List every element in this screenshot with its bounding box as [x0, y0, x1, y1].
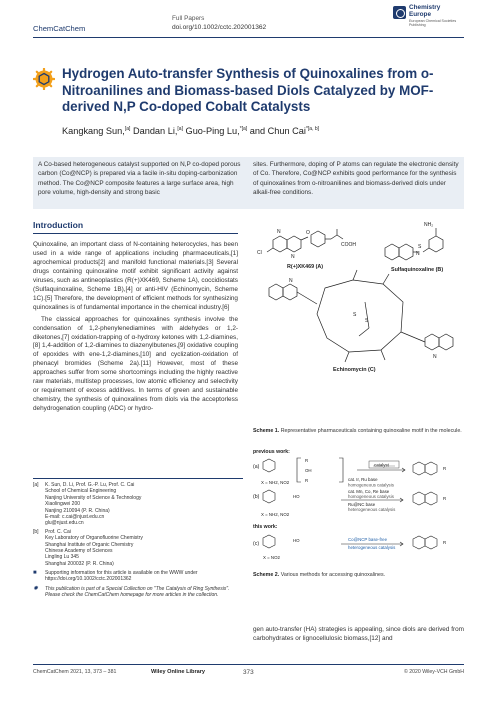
intro-paragraph-1: Quinoxaline, an important class of N-containing heterocycles, has been used in a wide range of applications including pharmaceuticals,[1] agrochemical products[2] and manifold functional materials.[3] Several drugs containing quinoxaline motif exhibit significant activity against viruses, such as antineoplastics (R(+)XK469, Scheme 1A), coccidiostats (Sulfaquinoxaline, Scheme 1B),[4] or anti-HIV (Echinomycin, Scheme 1C).[5] Therefore, the development of efficient methods for synthesizing quinoxalines is of fundamental importance in the chemical industry.[6] [33, 241, 238, 311]
right-column-paragraph: gen auto-transfer (HA) strategies is appealing, since diols are derived from carbohydrates or lignocellulosic biomass,[12] and [253, 626, 464, 642]
a-line: Xiaolingwei 200 [45, 501, 81, 508]
author-3: Guo-Ping Lu, [185, 126, 240, 137]
scheme-1-caption-label: Scheme 1. [253, 428, 280, 434]
publisher-logo-icon [393, 6, 406, 19]
page-footer [33, 664, 464, 678]
scheme-1-caption-text: Representative pharmaceuticals containing quinoxaline motif in the molecule. [279, 428, 462, 434]
publisher-logo [393, 4, 465, 34]
svg-text:N: N [416, 251, 420, 257]
scheme2-this-work: this work: [253, 524, 278, 530]
scheme2-previous-work: previous work: [253, 449, 290, 455]
svg-text:HO: HO [293, 494, 300, 499]
svg-text:NH₂: NH₂ [424, 222, 434, 228]
author-1: Kangkang Sun, [62, 126, 125, 137]
affiliation-b-mark: [b] [33, 528, 39, 535]
scheme2-cond-c-sub: heterogeneous catalysis [348, 545, 396, 550]
svg-text:(b): (b) [253, 494, 260, 500]
left-column [33, 220, 238, 414]
author-2: Dandan Li, [132, 126, 178, 137]
b-line: Shanghai Institute of Organic Chemistry [45, 541, 134, 548]
a-line[interactable]: E-mail: c.cai@njust.edu.cn [45, 514, 105, 521]
svg-text:R: R [305, 478, 309, 483]
scheme2-catalyst: catalyst [374, 462, 389, 468]
b-line: Shanghai 200032 (P. R. China) [45, 560, 114, 567]
logo-line3: European Chemical Societies Publishing [409, 19, 457, 27]
svg-text:N: N [289, 278, 293, 284]
page-header [0, 0, 496, 46]
scheme2-cond-b1-sub: homogeneous catalysis [348, 482, 394, 488]
footnote-rule [33, 478, 243, 479]
scheme2-cond-b1: cat. Ir, Ru base [348, 477, 378, 482]
scheme1-label-c: Echinomycin (C) [333, 367, 376, 373]
scheme2-x-c: X = NO2 [263, 555, 280, 560]
special-collection-note [33, 586, 243, 598]
svg-text:R: R [443, 540, 447, 545]
b-line: Chinese Academy of Sciences [45, 548, 113, 555]
footer-citation: ChemCatChem 2021, 13, 373 – 381 [33, 669, 117, 675]
author-1-affil: [a] [124, 126, 131, 132]
scheme1-label-a: R(+)XK469 (A) [287, 264, 324, 270]
affiliation-b [33, 529, 243, 567]
affiliation-a-body [45, 482, 141, 527]
scheme1-b-ring1 [385, 244, 399, 260]
article-title: Hydrogen Auto-transfer Synthesis of Quinoxalines from o-Nitroanilines and Biomass-based Diols Catalyzed by MOF-derived N,P Co-doped Cobalt Catalysts [62, 66, 434, 114]
scheme1-label-b: Sulfaquinoxaline (B) [391, 267, 444, 273]
svg-text:OH: OH [305, 468, 312, 473]
supporting-info-text[interactable]: Supporting information for this article is available on the WWW under https://doi.org/10.1002/cctc.202001362 [45, 570, 198, 583]
doi-link[interactable]: doi.org/10.1002/cctc.202001362 [172, 24, 267, 31]
paper-type: Full Papers [172, 15, 205, 22]
scheme1-b-ring2 [399, 244, 413, 260]
svg-text:HO: HO [293, 538, 300, 543]
svg-text:N: N [277, 229, 281, 235]
svg-text:N: N [291, 254, 295, 260]
scheme2-x-b: X = NH2, NO2 [261, 512, 290, 517]
scheme-2-caption-label: Scheme 2. [253, 572, 280, 578]
svg-text:N: N [433, 354, 437, 360]
b-line: Lingling Lu 345 [45, 554, 79, 561]
scheme1-c-ring2 [269, 284, 283, 300]
a-line: K. Sun, D. Li, Prof. G.-P. Lu, Prof. C. Cai [45, 482, 135, 488]
author-4-affil: *[a, b] [305, 126, 320, 132]
author-4: and Chun Cai [249, 126, 306, 137]
scheme-2-figure [253, 448, 464, 566]
intro-paragraph-2: The classical approaches for quinoxalines synthesis involve the condensation of 1,2-phenylenediamines with aldehydes or 1,2-diketones,[7] oxidation-trapping of α-hydroxy ketones with 1,2-diamines,[8] 1,4-addition of 1,2-diamines to diazenylbutenes,[9] oxidative coupling of epoxides with ene-1,2-diamines,[10] and cyclization-oxidation of phenacyl bromides (Scheme 2a).[11] However, most of these approaches suffer from some shortcomings including the highly reactive raw materials, multistep processes, low atomic efficiency and selectivity or requirement of excess additives. In terms of green and sustainable chemistry, the synthesis of quinoxalines from diols via the acceptorless dehydrogenation coupling (ADC) or hydro- [33, 315, 238, 413]
scheme1-c-ring4 [439, 334, 453, 350]
scheme1-a-ring1 [273, 236, 287, 252]
author-2-affil: [a] [177, 126, 183, 132]
svg-text:O: O [306, 230, 310, 236]
scheme2-cond-b3-sub: heterogeneous catalysis [348, 507, 396, 512]
svg-text:(a): (a) [253, 464, 260, 470]
scheme-1-caption [253, 428, 464, 435]
footer-page-number: 373 [243, 669, 254, 676]
svg-text:S: S [418, 244, 422, 250]
special-collection-icon: ✹ [33, 585, 39, 592]
scheme2-x-a: X = NH2, NO2 [261, 480, 290, 485]
logo-line1: Chemistry [409, 4, 441, 11]
journal-name: ChemCatChem [33, 24, 86, 33]
a-line: School of Chemical Engineering [45, 488, 117, 495]
svg-text:Cl: Cl [257, 250, 262, 256]
a-line: Nanjing 210094 (P. R. China) [45, 507, 110, 514]
scheme1-a-ring3 [311, 231, 325, 247]
svg-text:S: S [353, 312, 357, 318]
author-list [62, 126, 462, 136]
abstract-right: sites. Furthermore, doping of P atoms can regulate the electronic density of Co. Therefore, Co@NCP exhibits good performance for the synthesis of quinoxalines from o-nitroanilines and biomass-derived diols under alkali-free conditions. [253, 161, 459, 197]
scheme2-cond-b3: Ru@NC base [348, 502, 376, 507]
scheme-2-caption [253, 572, 464, 579]
scheme2-cond-b2-sub: homogeneous catalysis [348, 494, 394, 499]
svg-text:R: R [443, 466, 447, 471]
header-rule [33, 37, 464, 38]
section-heading-introduction: Introduction [33, 220, 238, 234]
author-3-affil: *[a] [239, 126, 248, 132]
abstract-left: A Co-based heterogeneous catalyst supported on N,P co-doped porous carbon (Co@NCP) is prepared via a facile in-situ doping-carbonization method. The Co@NCP composite features a large surface area, high pore volume, high-density and strong basic [38, 161, 241, 197]
supporting-info-note [33, 570, 243, 582]
abstract-box [33, 157, 464, 209]
scheme1-a-ring2 [287, 236, 301, 252]
special-collection-text: This publication is part of a Special Collection on "The Catalysis of Ring Synthesis". Please check the ChemCatChem homepage for more articles in the collection. [45, 585, 230, 598]
b-line: Key Laboratory of Organofluorine Chemistry [45, 535, 143, 542]
scheme2-cond-c: Co@NCP base-free [348, 537, 388, 542]
affiliation-a [33, 482, 243, 527]
scheme1-c-ring3 [425, 334, 439, 350]
scheme-1-figure [253, 218, 464, 423]
svg-text:R: R [305, 458, 309, 463]
scheme1-c-ring1 [283, 284, 297, 300]
scheme2-cond-b2: cat. Mn, Co, Re base [348, 489, 390, 494]
scheme-2-caption-text: Various methods for accessing quinoxalines. [279, 572, 386, 578]
supporting-info-icon: ■ [33, 570, 37, 577]
b-line: Prof. C. Cai [45, 528, 71, 535]
affiliation-b-body [45, 529, 143, 567]
scheme1-c-macrocycle [317, 280, 403, 352]
footer-copyright: © 2020 Wiley-VCH GmbH [403, 669, 464, 675]
affiliation-a-mark: [a] [33, 482, 39, 488]
logo-line2: Europe [409, 11, 432, 18]
svg-text:R: R [443, 496, 447, 501]
special-collection-badge-icon [33, 68, 55, 90]
footer-wiley-online-library[interactable]: Wiley Online Library [151, 669, 206, 675]
affiliation-footnotes [33, 478, 243, 598]
svg-text:COOH: COOH [341, 242, 356, 248]
a-line[interactable]: glu@njust.edu.cn [45, 520, 84, 527]
scheme1-b-ring3 [429, 236, 443, 252]
svg-text:(c): (c) [253, 541, 260, 547]
a-line: Nanjing University of Science & Technology [45, 494, 142, 501]
svg-text:S: S [365, 318, 369, 324]
